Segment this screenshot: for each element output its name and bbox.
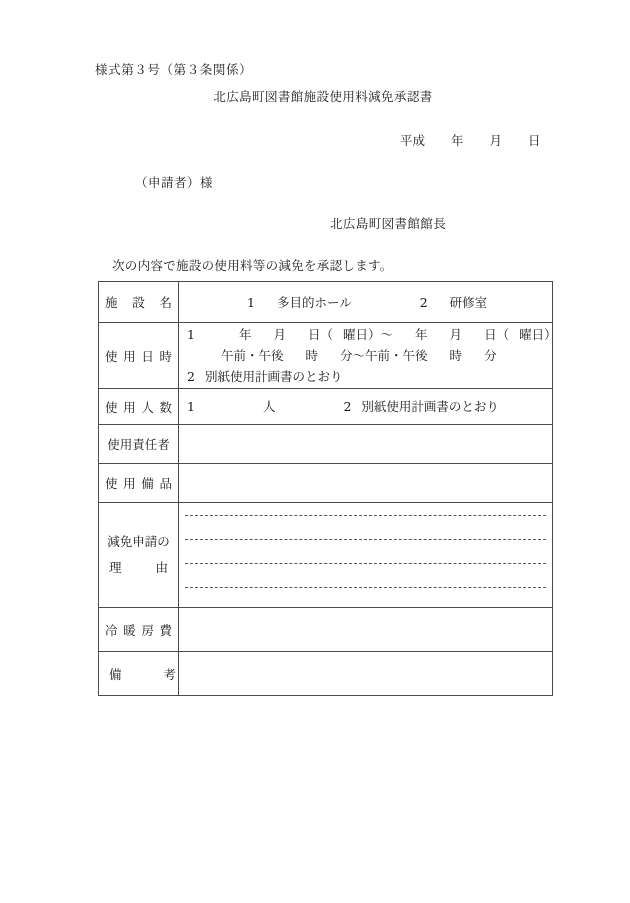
label-char: 人 (141, 399, 154, 415)
label-char: 冷 (105, 622, 118, 638)
label-text: 使用責任者 (107, 437, 170, 452)
datetime-hour-unit-2: 時 (449, 348, 463, 363)
datetime-line-2[interactable] (187, 345, 552, 366)
label-char: 備 (141, 476, 154, 491)
form-number: 様式第３号（第３条関係） (95, 62, 253, 77)
people-option-2-number: 2 (343, 399, 352, 414)
facility-option-2-number: 2 (419, 294, 428, 310)
value-reduction-reason[interactable] (179, 503, 553, 608)
addressee: （申請者）様 (135, 175, 214, 190)
dashed-rule (185, 539, 546, 540)
label-char: 使 (105, 348, 118, 364)
datetime-minute-unit-2: 分 (484, 348, 497, 363)
label-remarks (99, 652, 179, 696)
label-remarks-b: 考 (163, 666, 176, 682)
label-facility-name (99, 282, 179, 323)
table-row-manager (99, 425, 553, 464)
facility-option-1-label[interactable]: 多目的ホール (276, 294, 352, 310)
label-usage-manager (99, 425, 179, 464)
label-reason-line-1: 減免申請の (107, 534, 170, 549)
label-char: 費 (159, 622, 172, 638)
label-char: 品 (159, 476, 172, 491)
label-char: 設 (132, 295, 145, 310)
label-char: 用 (123, 476, 136, 491)
datetime-minute-to-ampm[interactable]: 分～午前・午後 (340, 348, 428, 363)
datetime-year-unit-2: 年 (415, 327, 428, 342)
table-row-facility (99, 282, 553, 323)
datetime-option-1-number: 1 (187, 327, 195, 342)
datetime-weekday-unit: 曜日） (343, 327, 381, 342)
label-reason-line-2-b: 由 (155, 560, 168, 575)
table-row-equipment (99, 464, 553, 503)
label-char: 用 (123, 399, 136, 415)
label-aircon-fee (99, 608, 179, 652)
value-aircon-fee[interactable] (179, 608, 553, 652)
datetime-option-2-label[interactable]: 別紙使用計画書のとおり (204, 369, 343, 384)
value-usage-manager[interactable] (179, 425, 553, 464)
label-char: 数 (159, 399, 172, 415)
datetime-weekday-unit-2: 曜日） (519, 327, 557, 342)
label-char: 使 (105, 476, 118, 491)
application-table (98, 281, 557, 696)
dashed-rule (185, 587, 546, 588)
datetime-line-1[interactable] (187, 324, 557, 345)
label-char: 房 (141, 622, 154, 638)
datetime-day-unit-2: 日（ (484, 327, 510, 342)
label-reduction-reason (99, 503, 179, 608)
datetime-ampm-start[interactable]: 午前・午後 (221, 348, 284, 363)
label-usage-datetime (99, 323, 179, 389)
label-char: 使 (105, 399, 118, 415)
label-char: 施 (105, 295, 118, 310)
reason-writing-guides (185, 503, 546, 607)
facility-option-1-number: 1 (247, 294, 255, 310)
label-char: 日 (141, 348, 154, 364)
label-remarks-a: 備 (109, 666, 122, 682)
table-row-people-count (99, 389, 553, 425)
datetime-month-unit-2: 月 (449, 327, 463, 342)
table-row-reduction-reason (99, 503, 553, 608)
issuer-name: 北広島町図書館館長 (330, 216, 447, 231)
value-people-count[interactable] (179, 389, 553, 425)
date-year-unit: 年 (451, 133, 464, 148)
datetime-line-3[interactable] (187, 366, 552, 387)
people-unit: 人 (262, 399, 276, 414)
lead-text: 次の内容で施設の使用料等の減免を承認します。 (112, 258, 393, 273)
table-row-aircon-fee (99, 608, 553, 652)
people-option-2-label[interactable]: 別紙使用計画書のとおり (361, 399, 499, 414)
date-month-unit: 月 (489, 133, 503, 148)
table-row-datetime (99, 323, 553, 389)
datetime-option-2-number: 2 (187, 369, 195, 384)
issue-date-line (400, 131, 541, 149)
datetime-month-unit: 月 (273, 327, 286, 342)
datetime-hour-unit: 時 (305, 348, 319, 363)
label-reason-line-2-a: 理 (109, 560, 122, 575)
date-day-unit: 日 (528, 133, 541, 148)
label-char: 暖 (123, 622, 136, 638)
dashed-rule (185, 515, 546, 516)
value-remarks[interactable] (179, 652, 553, 696)
value-usage-equipment[interactable] (179, 464, 553, 503)
value-usage-datetime[interactable] (179, 323, 557, 389)
label-people-count (99, 389, 179, 425)
datetime-day-unit: 日（ (307, 327, 333, 342)
label-char: 時 (159, 348, 172, 364)
document-title: 北広島町図書館施設使用料減免承認書 (213, 89, 433, 104)
datetime-year-unit: 年 (238, 327, 252, 342)
date-era-label: 平成 (400, 133, 426, 148)
datetime-range-tilde: ～ (380, 327, 394, 342)
label-usage-equipment (99, 464, 179, 503)
facility-option-2-label[interactable]: 研修室 (449, 294, 488, 310)
people-option-1-number: 1 (187, 399, 195, 414)
table-row-remarks (99, 652, 553, 696)
value-facility-name[interactable] (179, 282, 553, 323)
label-char: 名 (159, 295, 172, 310)
label-char: 用 (123, 348, 136, 364)
dashed-rule (185, 563, 546, 564)
